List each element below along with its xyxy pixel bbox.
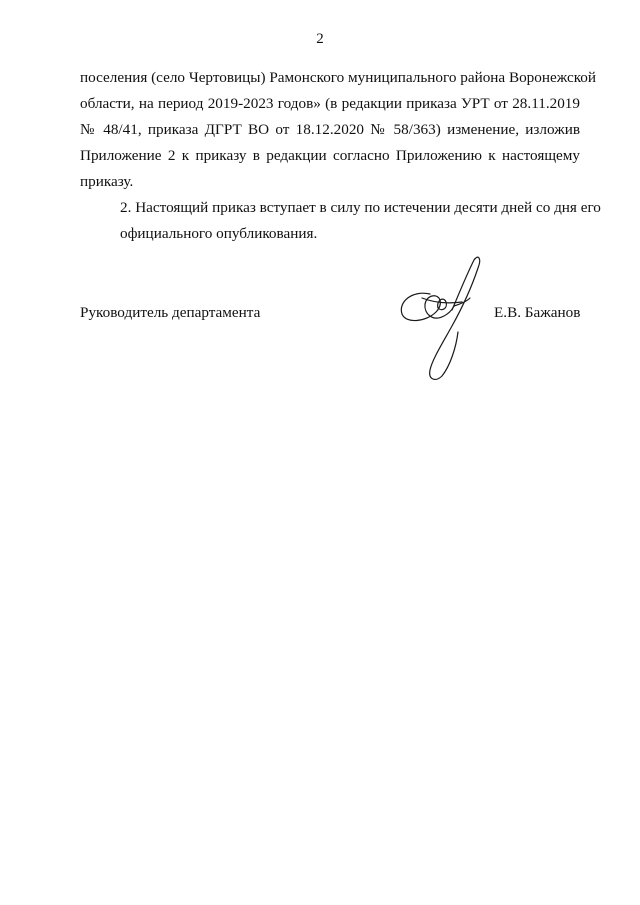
paragraph-1-line: области, на период 2019-2023 годов» (в редакции приказа УРТ от 28.11.2019 — [80, 95, 580, 112]
paragraph-1-line: поселения (село Чертовицы) Рамонского муниципального района Воронежской — [80, 69, 597, 86]
paragraph-2-line: официального опубликования. — [120, 225, 318, 242]
signatory-position: Руководитель департамента — [80, 304, 261, 321]
paragraph-2 — [80, 195, 601, 247]
paragraph-2-line: 2. Настоящий приказ вступает в силу по истечении десяти дней со дня его — [120, 199, 601, 216]
signatory-name: Е.В. Бажанов — [494, 304, 581, 321]
paragraph-1-line: приказу. — [80, 173, 134, 190]
paragraph-1 — [80, 65, 597, 195]
page-number: 2 — [316, 31, 324, 47]
paragraph-1-line: № 48/41, приказа ДГРТ ВО от 18.12.2020 № 58/363) изменение, изложив — [80, 121, 580, 138]
handwritten-signature — [392, 252, 502, 384]
paragraph-1-line: Приложение 2 к приказу в редакции согласно Приложению к настоящему — [80, 147, 580, 164]
